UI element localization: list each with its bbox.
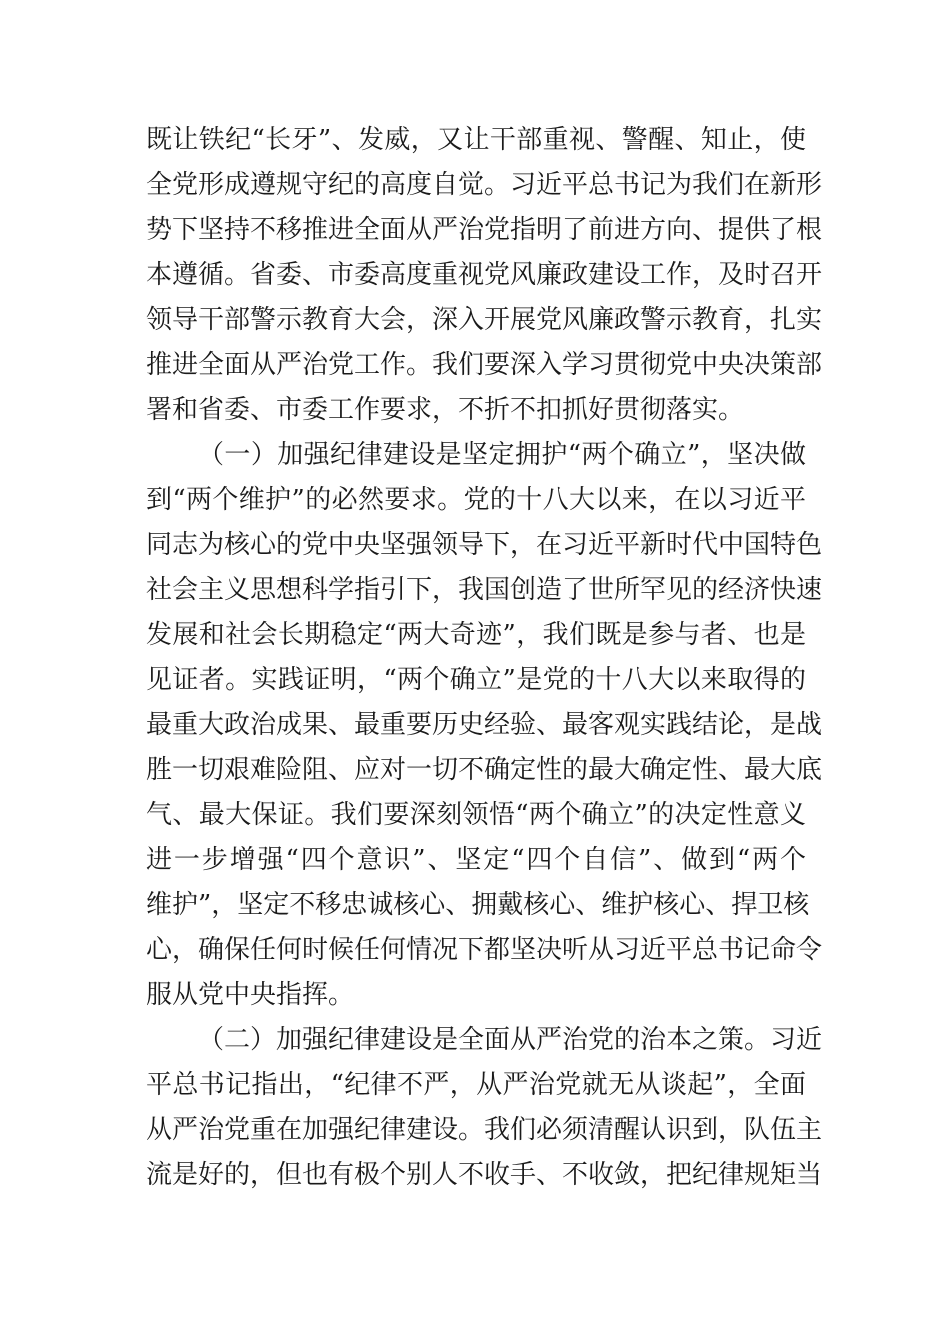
text-line: 从严治党重在加强纪律建设。我们必须清醒认识到，队伍主 — [146, 1115, 823, 1145]
text-line: 胜一切艰难险阻、应对一切不确定性的最大确定性、最大底 — [146, 755, 823, 785]
text-line: 服从党中央指挥。 — [146, 980, 355, 1010]
paragraph-heading-2: （二）加强纪律建设是全面从严治党的治本之策。习近 — [198, 1025, 823, 1055]
text-line: 本遵循。省委、市委高度重视党风廉政建设工作，及时召开 — [146, 260, 823, 290]
text-line: 到“两个维护”的必然要求。党的十八大以来，在以习近平 — [146, 485, 806, 515]
text-line: 最重大政治成果、最重要历史经验、最客观实践结论，是战 — [146, 710, 823, 740]
text-line: 进一步增强“四个意识”、坚定“四个自信”、做到“两个 — [146, 845, 806, 875]
text-line: 全党形成遵规守纪的高度自觉。习近平总书记为我们在新形 — [146, 170, 823, 200]
text-line: 既让铁纪“长牙”、发威，又让干部重视、警醒、知止，使 — [146, 125, 806, 155]
paragraph-heading-1: （一）加强纪律建设是坚定拥护“两个确立”，坚决做 — [198, 440, 806, 470]
text-line: 势下坚持不移推进全面从严治党指明了前进方向、提供了根 — [146, 215, 823, 245]
text-line: 领导干部警示教育大会，深入开展党风廉政警示教育，扎实 — [146, 305, 823, 335]
text-line: 气、最大保证。我们要深刻领悟“两个确立”的决定性意义 — [146, 800, 806, 830]
text-line: 维护”，坚定不移忠诚核心、拥戴核心、维护核心、捍卫核 — [146, 890, 810, 920]
text-line: 平总书记指出，“纪律不严，从严治党就无从谈起”，全面 — [146, 1070, 806, 1100]
text-line: 社会主义思想科学指引下，我国创造了世所罕见的经济快速 — [146, 575, 823, 605]
text-line: 发展和社会长期稳定“两大奇迹”，我们既是参与者、也是 — [146, 620, 806, 650]
text-line: 见证者。实践证明，“两个确立”是党的十八大以来取得的 — [146, 665, 806, 695]
text-line: 心，确保任何时候任何情况下都坚决听从习近平总书记命令 — [146, 935, 823, 965]
text-line: 署和省委、市委工作要求，不折不扣抓好贯彻落实。 — [146, 395, 745, 425]
text-line: 流是好的，但也有极个别人不收手、不收敛，把纪律规矩当 — [146, 1160, 823, 1190]
text-line: 同志为核心的党中央坚强领导下，在习近平新时代中国特色 — [146, 530, 823, 560]
text-line: 推进全面从严治党工作。我们要深入学习贯彻党中央决策部 — [146, 350, 823, 380]
